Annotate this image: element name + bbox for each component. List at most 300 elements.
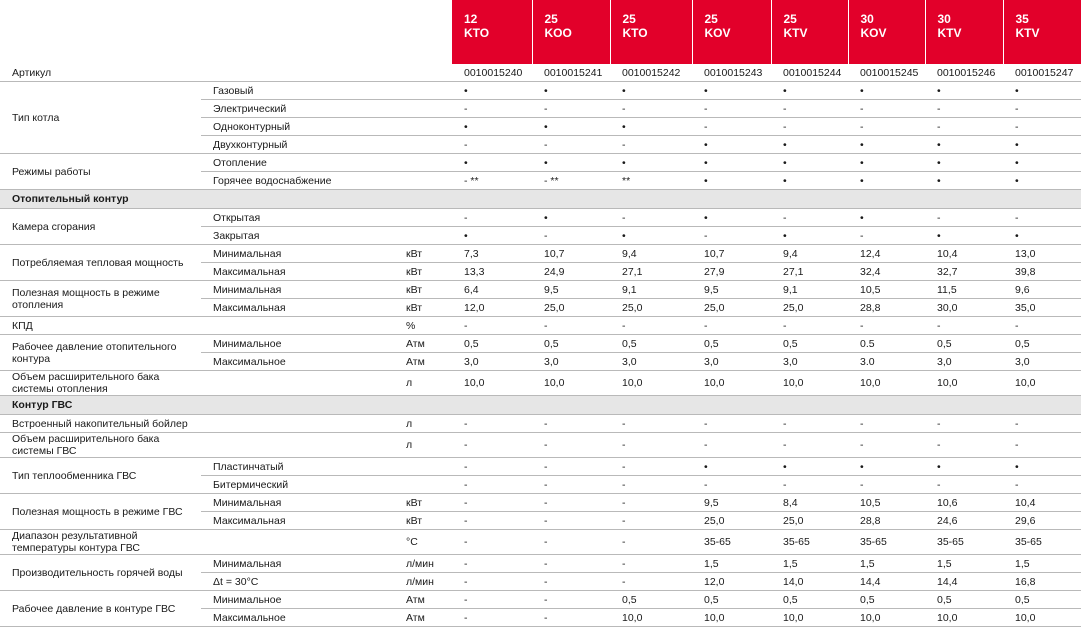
section-row [0,396,1081,415]
value-cell: - [532,530,610,555]
value-cell: • [771,82,848,100]
value-cell: - [452,433,532,458]
model-type: KOO [545,26,610,40]
value-cell: - [452,415,532,433]
value-cell: - [1003,415,1081,433]
value-cell: - [532,136,610,154]
value-cell: 13,0 [1003,245,1081,263]
value-cell: - [925,415,1003,433]
parameter-name: Тип котла [0,82,201,154]
model-type: KOV [861,26,925,40]
unit-cell [394,118,452,136]
parameter-subname: Максимальная [201,263,394,281]
parameter-subname: Электрический [201,100,394,118]
value-cell: 0,5 [692,591,771,609]
table-row [0,371,1081,396]
model-power: 25 [623,12,692,26]
value-cell: 27,1 [771,263,848,281]
parameter-name: Камера сгорания [0,209,201,245]
value-cell: 0010015244 [771,64,848,82]
value-cell: 0,5 [452,335,532,353]
value-cell: 0,5 [925,335,1003,353]
value-cell: 14,4 [848,573,925,591]
model-header [925,0,1003,64]
value-cell: 0,5 [532,335,610,353]
value-cell: • [1003,154,1081,172]
value-cell: - [1003,209,1081,227]
model-type: KTV [1016,26,1081,40]
value-cell: • [771,172,848,190]
value-cell: 1,5 [771,555,848,573]
value-cell: 3,0 [1003,353,1081,371]
value-cell: 16,8 [1003,573,1081,591]
unit-cell: Атм [394,353,452,371]
value-cell: 10,4 [925,245,1003,263]
value-cell: - [925,209,1003,227]
value-cell: 0,5 [1003,591,1081,609]
unit-cell [394,82,452,100]
value-cell: 27,1 [610,263,692,281]
parameter-subname [201,415,394,433]
value-cell: - [610,433,692,458]
model-header [692,0,771,64]
value-cell: 10,0 [771,609,848,627]
value-cell: - [771,317,848,335]
section-row [0,190,1081,209]
value-cell: - ** [532,172,610,190]
parameter-name: Режимы работы [0,154,201,190]
value-cell: - [452,609,532,627]
parameter-subname: Максимальная [201,299,394,317]
value-cell: • [848,209,925,227]
value-cell: 0010015242 [610,64,692,82]
value-cell: 3.0 [848,353,925,371]
parameter-subname: Газовый [201,82,394,100]
unit-cell: Атм [394,335,452,353]
unit-cell [394,209,452,227]
value-cell: - [925,476,1003,494]
value-cell: • [692,458,771,476]
value-cell: 10,0 [692,371,771,396]
unit-cell: кВт [394,512,452,530]
unit-cell: л [394,415,452,433]
value-cell: • [848,458,925,476]
value-cell: 10,0 [692,609,771,627]
value-cell: 10,0 [452,371,532,396]
value-cell: 0010015243 [692,64,771,82]
parameter-name: Полезная мощность в режиме отопления [0,281,201,317]
unit-cell: л/мин [394,573,452,591]
model-type: KTV [784,26,848,40]
value-cell: - [1003,433,1081,458]
value-cell: 25,0 [771,512,848,530]
parameter-name: Объем расширительного бака системы отопления [0,371,201,396]
value-cell: • [452,118,532,136]
value-cell: - [452,530,532,555]
value-cell: - [848,118,925,136]
unit-cell [394,154,452,172]
value-cell: • [1003,82,1081,100]
value-cell: 25,0 [692,512,771,530]
value-cell: 1,5 [1003,555,1081,573]
value-cell: - [610,317,692,335]
value-cell: - [452,317,532,335]
value-cell: - [610,555,692,573]
value-cell: - [610,209,692,227]
unit-cell [394,64,452,82]
parameter-name: КПД [0,317,201,335]
parameter-name: Рабочее давление в контуре ГВС [0,591,201,627]
value-cell: - [610,494,692,512]
value-cell: • [848,82,925,100]
section-title: Отопительный контур [0,190,1081,209]
unit-cell: кВт [394,494,452,512]
unit-cell: Атм [394,609,452,627]
value-cell: - [532,227,610,245]
parameter-subname: Δt = 30°С [201,573,394,591]
value-cell: • [925,154,1003,172]
value-cell: 7,3 [452,245,532,263]
unit-cell [394,476,452,494]
parameter-name: Диапазон результативной температуры контура ГВС [0,530,201,555]
value-cell: - [452,136,532,154]
value-cell: - [610,530,692,555]
value-cell: 3,0 [532,353,610,371]
value-cell: - [848,227,925,245]
value-cell: - [610,573,692,591]
value-cell: • [692,209,771,227]
parameter-subname: Минимальное [201,591,394,609]
value-cell: 3,0 [452,353,532,371]
value-cell: • [771,458,848,476]
value-cell: 35-65 [771,530,848,555]
table-row [0,433,1081,458]
value-cell: 10,0 [848,371,925,396]
value-cell: 9,5 [692,494,771,512]
value-cell: - [532,512,610,530]
value-cell: - [452,494,532,512]
value-cell: 0010015246 [925,64,1003,82]
value-cell: - [532,591,610,609]
table-row [0,335,1081,353]
parameter-subname: Максимальное [201,609,394,627]
model-header-row [0,0,1081,64]
parameter-subname: Двухконтурный [201,136,394,154]
model-header [771,0,848,64]
value-cell: 0,5 [848,591,925,609]
model-type: KOV [705,26,771,40]
value-cell: • [532,209,610,227]
value-cell: 10,7 [692,245,771,263]
value-cell: • [610,154,692,172]
parameter-subname: Максимальная [201,512,394,530]
value-cell: • [925,458,1003,476]
value-cell: - [692,317,771,335]
value-cell: 10,5 [848,281,925,299]
value-cell: 3,0 [610,353,692,371]
value-cell: • [771,136,848,154]
parameter-subname: Одноконтурный [201,118,394,136]
parameter-name: Объем расширительного бака системы ГВС [0,433,201,458]
value-cell: • [452,82,532,100]
value-cell: - [848,433,925,458]
unit-cell [394,172,452,190]
unit-cell: кВт [394,263,452,281]
unit-cell: л [394,371,452,396]
value-cell: 35-65 [692,530,771,555]
value-cell: - [610,458,692,476]
value-cell: - [532,415,610,433]
parameter-name: Производительность горячей воды [0,555,201,591]
value-cell: 10,0 [1003,371,1081,396]
value-cell: 10,0 [1003,609,1081,627]
value-cell: 25,0 [532,299,610,317]
value-cell: 8,4 [771,494,848,512]
value-cell: 6,4 [452,281,532,299]
value-cell: - [1003,476,1081,494]
parameter-name: Встроенный накопительный бойлер [0,415,201,433]
value-cell: • [848,154,925,172]
value-cell: - [925,317,1003,335]
unit-cell: кВт [394,245,452,263]
parameter-subname: Закрытая [201,227,394,245]
parameter-subname: Открытая [201,209,394,227]
model-header [1003,0,1081,64]
model-power: 25 [545,12,610,26]
value-cell: - [452,100,532,118]
value-cell: 9,4 [771,245,848,263]
value-cell: 10,6 [925,494,1003,512]
table-row [0,317,1081,335]
value-cell: - ** [452,172,532,190]
value-cell: 0,5 [610,591,692,609]
unit-cell [394,227,452,245]
value-cell: • [532,118,610,136]
value-cell: 30,0 [925,299,1003,317]
value-cell: - [848,317,925,335]
value-cell: 0010015241 [532,64,610,82]
value-cell: - [848,415,925,433]
value-cell: - [692,476,771,494]
value-cell: 12,0 [452,299,532,317]
value-cell: 0,5 [925,591,1003,609]
value-cell: - [925,118,1003,136]
value-cell: - [452,476,532,494]
value-cell: - [452,512,532,530]
value-cell: • [532,82,610,100]
model-power: 12 [464,12,532,26]
value-cell: - [692,118,771,136]
value-cell: - [692,415,771,433]
value-cell: 10,0 [925,609,1003,627]
parameter-subname: Отопление [201,154,394,172]
table-row [0,281,1081,299]
model-power: 30 [861,12,925,26]
unit-cell: % [394,317,452,335]
model-type: KTO [623,26,692,40]
value-cell: 0,5 [692,335,771,353]
value-cell: • [692,136,771,154]
value-cell: 0,5 [610,335,692,353]
value-cell: - [452,591,532,609]
parameter-name: Артикул [0,64,201,82]
value-cell: 10,0 [610,371,692,396]
value-cell: 0,5 [771,335,848,353]
value-cell: 1,5 [925,555,1003,573]
value-cell: 10,5 [848,494,925,512]
value-cell: 29,6 [1003,512,1081,530]
table-row [0,555,1081,573]
value-cell: - [610,476,692,494]
model-type: KTO [464,26,532,40]
value-cell: - [532,100,610,118]
table-row [0,415,1081,433]
value-cell: 0,5 [1003,335,1081,353]
table-row [0,154,1081,172]
value-cell: 25,0 [610,299,692,317]
value-cell: • [532,154,610,172]
value-cell: • [452,227,532,245]
value-cell: - [532,317,610,335]
model-power: 35 [1016,12,1081,26]
header-blank [0,0,452,64]
parameter-subname [201,317,394,335]
value-cell: 27,9 [692,263,771,281]
value-cell: - [925,100,1003,118]
table-row [0,458,1081,476]
value-cell: 25,0 [692,299,771,317]
model-header [532,0,610,64]
unit-cell: л/мин [394,555,452,573]
value-cell: • [1003,458,1081,476]
value-cell: • [771,154,848,172]
parameter-subname: Минимальная [201,281,394,299]
value-cell: • [925,227,1003,245]
value-cell: - [848,100,925,118]
model-power: 25 [784,12,848,26]
value-cell: • [925,82,1003,100]
value-cell: - [771,433,848,458]
value-cell: - [771,100,848,118]
value-cell: 12,0 [692,573,771,591]
value-cell: 9,5 [532,281,610,299]
parameter-name: Тип теплообменника ГВС [0,458,201,494]
value-cell: • [692,172,771,190]
value-cell: - [692,433,771,458]
value-cell: 24,9 [532,263,610,281]
table-row [0,64,1081,82]
value-cell: - [848,476,925,494]
unit-cell: кВт [394,281,452,299]
value-cell: 39,8 [1003,263,1081,281]
value-cell: 9,1 [610,281,692,299]
model-type: KTV [938,26,1003,40]
value-cell: 10,7 [532,245,610,263]
value-cell: • [452,154,532,172]
value-cell: - [692,100,771,118]
value-cell: - [532,555,610,573]
value-cell: - [610,415,692,433]
value-cell: - [532,458,610,476]
value-cell: 3,0 [925,353,1003,371]
value-cell: - [771,476,848,494]
value-cell: 0010015245 [848,64,925,82]
value-cell: 0010015240 [452,64,532,82]
unit-cell: л [394,433,452,458]
value-cell: ** [610,172,692,190]
value-cell: - [771,118,848,136]
parameter-subname: Минимальная [201,555,394,573]
unit-cell: Атм [394,591,452,609]
value-cell: - [532,573,610,591]
value-cell: 1,5 [692,555,771,573]
value-cell: • [610,82,692,100]
unit-cell [394,136,452,154]
value-cell: 1,5 [848,555,925,573]
table-row [0,245,1081,263]
parameter-name: Полезная мощность в режиме ГВС [0,494,201,530]
value-cell: 9,4 [610,245,692,263]
value-cell: 10,0 [771,371,848,396]
unit-cell: °С [394,530,452,555]
value-cell: 28,8 [848,512,925,530]
value-cell: 9,1 [771,281,848,299]
value-cell: • [771,227,848,245]
value-cell: 35-65 [1003,530,1081,555]
value-cell: 11,5 [925,281,1003,299]
value-cell: 24,6 [925,512,1003,530]
value-cell: 35-65 [848,530,925,555]
parameter-subname [201,371,394,396]
value-cell: 25,0 [771,299,848,317]
model-power: 25 [705,12,771,26]
value-cell: - [610,136,692,154]
value-cell: - [771,209,848,227]
value-cell: - [532,609,610,627]
table-row [0,209,1081,227]
value-cell: 14,0 [771,573,848,591]
model-header [610,0,692,64]
table-row [0,82,1081,100]
value-cell: - [692,227,771,245]
parameter-subname: Максимальное [201,353,394,371]
value-cell: • [925,136,1003,154]
value-cell: • [1003,227,1081,245]
value-cell: • [692,154,771,172]
value-cell: 32,4 [848,263,925,281]
value-cell: - [452,209,532,227]
value-cell: - [532,494,610,512]
section-title: Контур ГВС [0,396,1081,415]
value-cell: • [692,82,771,100]
unit-cell: кВт [394,299,452,317]
value-cell: 32,7 [925,263,1003,281]
value-cell: - [1003,100,1081,118]
value-cell: 35-65 [925,530,1003,555]
value-cell: 3,0 [692,353,771,371]
value-cell: - [610,100,692,118]
parameter-subname: Горячее водоснабжение [201,172,394,190]
unit-cell [394,458,452,476]
parameter-subname [201,433,394,458]
value-cell: • [1003,172,1081,190]
value-cell: - [1003,118,1081,136]
table-row [0,591,1081,609]
value-cell: 0.5 [848,335,925,353]
table-row [0,494,1081,512]
value-cell: 28,8 [848,299,925,317]
value-cell: - [532,476,610,494]
